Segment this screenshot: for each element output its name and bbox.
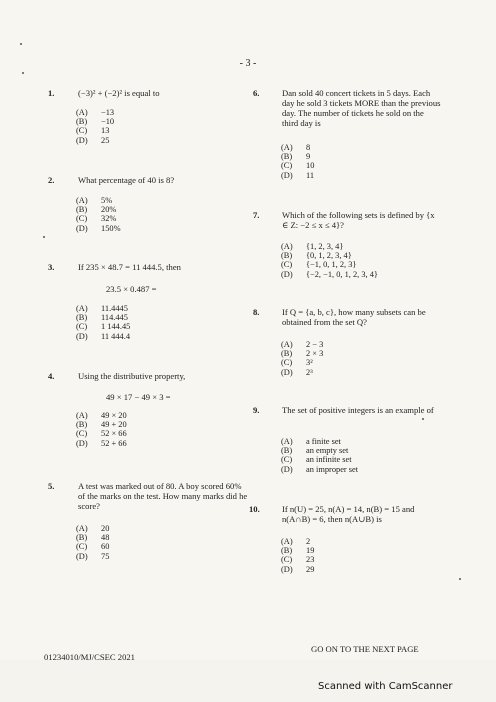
question-stem: Which of the following sets is defined by {x ∈ Z: −2 ≤ x ≤ 4}? — [282, 210, 435, 230]
option: (A) a finite set — [281, 437, 341, 446]
option: (B) 114.445 — [76, 313, 128, 323]
option: (A) 5% — [76, 196, 113, 205]
options-list — [281, 143, 314, 180]
option: (C) 1 144.45 — [76, 322, 131, 332]
option: (D) an improper set — [281, 464, 359, 474]
scan-speck — [43, 236, 45, 238]
option: (D) 11 — [281, 170, 315, 180]
question-stem: What percentage of 40 is 8? — [78, 175, 175, 185]
options-list — [76, 304, 130, 341]
option: (B) 20% — [76, 205, 117, 215]
question-number: 10. — [249, 504, 260, 514]
option: (B) an empty set — [281, 446, 349, 456]
question-number: 2. — [48, 175, 55, 185]
question-stem: A test was marked out of 80. A boy scored 60% of the marks on the test. How many marks did he score? — [78, 481, 248, 511]
option: (C) an infinite set — [281, 455, 352, 465]
question-number: 5. — [48, 481, 55, 491]
question-number: 8. — [253, 307, 260, 317]
question-number: 3. — [48, 262, 55, 272]
question-number: 6. — [253, 88, 260, 98]
options-list — [281, 242, 378, 279]
options-list — [76, 108, 114, 145]
option: (B) {0, 1, 2, 3, 4} — [281, 251, 352, 261]
option: (A) 2 — [281, 537, 311, 546]
equation: 49 × 17 − 49 × 3 = — [106, 392, 171, 402]
scanner-watermark: Scanned with CamScanner — [318, 681, 453, 692]
option: (C) 23 — [281, 555, 315, 565]
question-number: 7. — [253, 210, 260, 220]
footer-next-page: GO ON TO THE NEXT PAGE — [311, 644, 419, 654]
question-stem: If 235 × 48.7 = 11 444.5, then — [78, 262, 181, 272]
option: (A) −13 — [76, 108, 115, 117]
option: (D) 11 444.4 — [76, 331, 131, 341]
option: (A) 2 − 3 — [281, 340, 324, 349]
options-list — [281, 340, 323, 377]
question-number: 9. — [253, 405, 260, 415]
question-number: 1. — [48, 88, 55, 98]
option: (A) 49 × 20 — [76, 411, 127, 420]
option: (D) 52 + 66 — [76, 438, 127, 448]
option: (D) 25 — [76, 135, 110, 145]
scan-speck — [459, 578, 461, 580]
scan-speck — [22, 72, 24, 74]
option: (D) {−2, −1, 0, 1, 2, 3, 4} — [281, 269, 378, 279]
option: (A) 11.4445 — [76, 304, 128, 313]
option: (B) 49 + 20 — [76, 420, 127, 430]
question-stem: The set of positive integers is an example of — [282, 405, 434, 415]
option: (D) 2³ — [281, 367, 313, 377]
question-number: 4. — [48, 371, 55, 381]
question-stem: Using the distributive property, — [78, 371, 186, 381]
option: (C) {−1, 0, 1, 2, 3} — [281, 260, 357, 270]
option: (B) 2 × 3 — [281, 349, 324, 359]
footer-paper-code: 01234010/MJ/CSEC 2021 — [44, 652, 135, 662]
options-list — [76, 524, 109, 561]
option: (B) 19 — [281, 546, 315, 556]
question-stem: (−3)² + (−2)² is equal to — [78, 88, 160, 98]
option: (C) 60 — [76, 542, 110, 552]
option: (D) 150% — [76, 223, 121, 233]
option: (C) 13 — [76, 126, 110, 136]
option: (C) 3² — [281, 358, 313, 368]
option: (C) 32% — [76, 214, 117, 224]
option: (B) −10 — [76, 117, 115, 127]
option: (D) 75 — [76, 551, 110, 561]
question-stem: If Q = {a, b, c}, how many subsets can be obtained from the set Q? — [282, 307, 426, 327]
question-stem: Dan sold 40 concert tickets in 5 days. Each day he sold 3 tickets MORE than the previous day. The number of tickets he sold on the third day is — [282, 88, 441, 128]
question-stem: If n(U) = 25, n(A) = 14, n(B) = 15 and n(A∩B) = 6, then n(A∪B) is — [282, 504, 415, 524]
option: (B) 48 — [76, 533, 110, 543]
options-list — [76, 411, 127, 448]
option: (A) 8 — [281, 143, 311, 152]
option: (C) 10 — [281, 161, 315, 171]
scan-speck — [20, 43, 22, 45]
option: (D) 29 — [281, 564, 315, 574]
options-list — [281, 437, 358, 474]
option: (B) 9 — [281, 152, 311, 162]
option: (C) 52 × 66 — [76, 429, 127, 439]
scan-speck — [422, 418, 424, 420]
option: (A) 20 — [76, 524, 110, 533]
option: (A) {1, 2, 3, 4} — [281, 242, 344, 251]
equation: 23.5 × 0.487 = — [106, 284, 157, 294]
page-number: - 3 - — [239, 58, 257, 69]
options-list — [281, 537, 314, 574]
options-list — [76, 196, 121, 233]
